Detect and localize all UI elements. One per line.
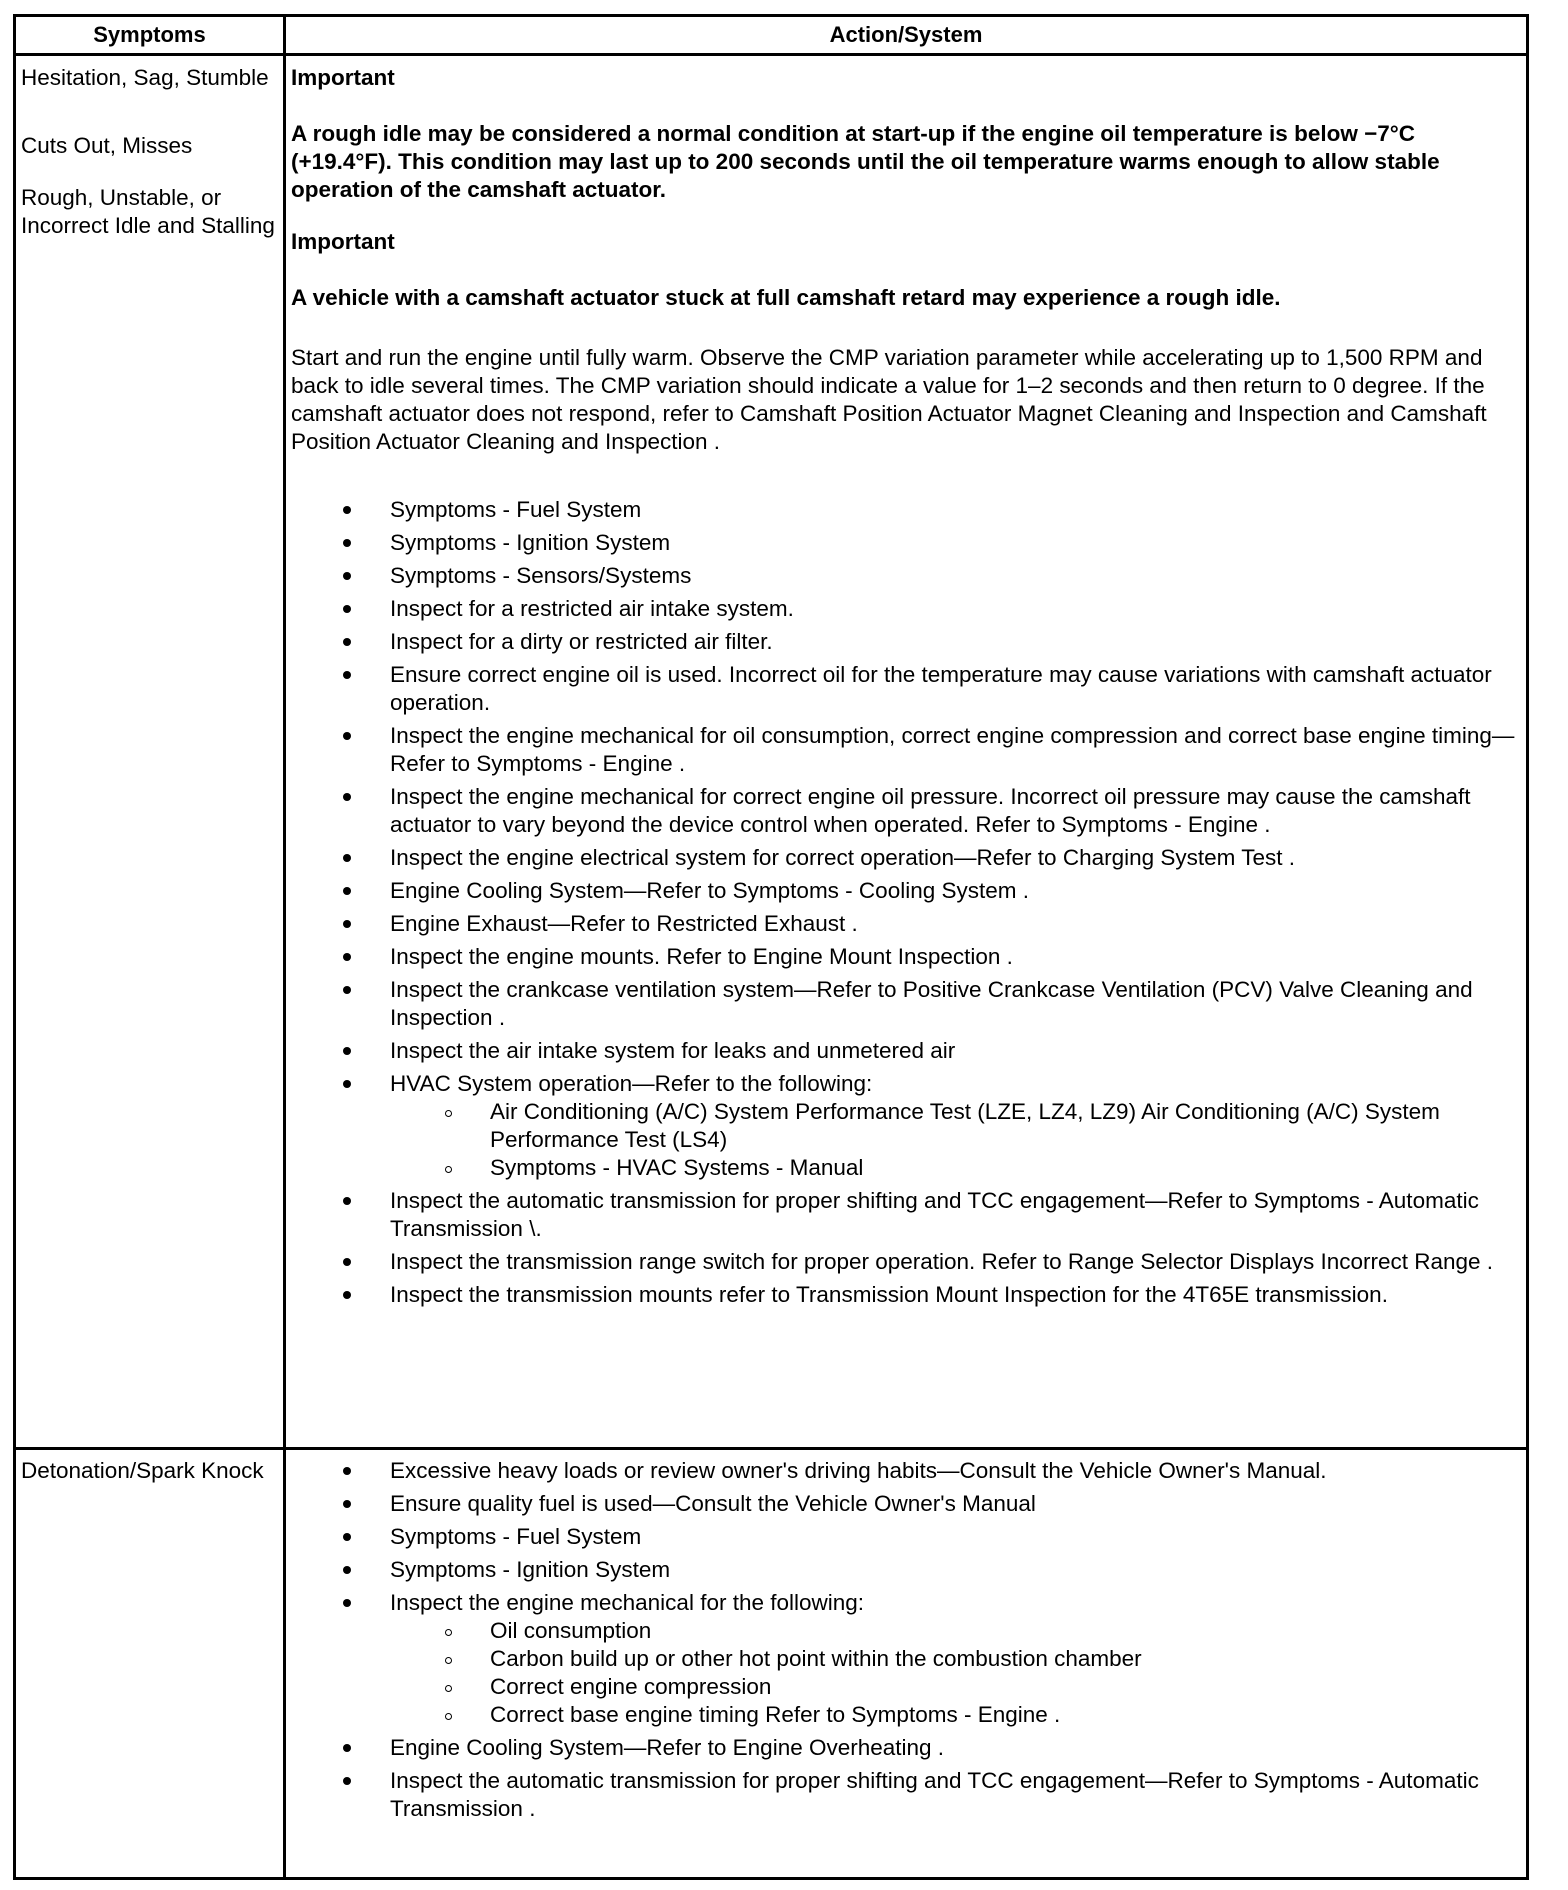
list-item: Symptoms - Fuel System <box>291 496 1520 524</box>
bullet-icon <box>343 1291 351 1299</box>
bullet-icon <box>343 1777 351 1785</box>
bullet-icon <box>343 506 351 514</box>
bullet-icon <box>343 605 351 613</box>
list-item: Excessive heavy loads or review owner's driving habits—Consult the Vehicle Owner's Manual. <box>291 1457 1520 1485</box>
row2-actions <box>291 1457 1520 1828</box>
circle-bullet-icon <box>445 1110 452 1117</box>
bullet-icon <box>343 1566 351 1574</box>
mechanical-sub-list <box>390 1617 1520 1729</box>
bullet-icon <box>343 953 351 961</box>
circle-bullet-icon <box>445 1657 452 1664</box>
bullet-icon <box>343 572 351 580</box>
bullet-icon <box>343 1080 351 1088</box>
sub-list-item: Correct base engine timing Refer to Symptoms - Engine . <box>390 1701 1520 1729</box>
list-item: Inspect the transmission range switch for proper operation. Refer to Range Selector Displays Incorrect Range . <box>291 1248 1520 1276</box>
bullet-icon <box>343 539 351 547</box>
sub-list-item: Air Conditioning (A/C) System Performance Test (LZE, LZ4, LZ9) Air Conditioning (A/C) System Performance Test (LS4) <box>390 1098 1520 1154</box>
row1-bullet-list <box>291 496 1520 1309</box>
bullet-icon <box>343 1599 351 1607</box>
list-item: Inspect the crankcase ventilation system—Refer to Positive Crankcase Ventilation (PCV) Valve Cleaning and Inspection . <box>291 976 1520 1032</box>
list-item: Inspect the engine mechanical for oil consumption, correct engine compression and correct base engine timing—Refer to Symptoms - Engine . <box>291 722 1520 778</box>
list-item: Symptoms - Ignition System <box>291 529 1520 557</box>
bullet-icon <box>343 1744 351 1752</box>
row1-symptoms <box>21 64 276 240</box>
important-label-2: Important <box>291 229 395 254</box>
bullet-icon <box>343 1258 351 1266</box>
header-action-system: Action/System <box>829 22 983 47</box>
important-note-2: A vehicle with a camshaft actuator stuck at full camshaft retard may experience a rough idle. <box>291 285 1281 310</box>
bullet-icon <box>343 986 351 994</box>
sub-list-item: Oil consumption <box>390 1617 1520 1645</box>
row1-actions <box>291 64 1520 1314</box>
list-item: Engine Exhaust—Refer to Restricted Exhaust . <box>291 910 1520 938</box>
bullet-icon <box>343 793 351 801</box>
important-label-1: Important <box>291 65 395 90</box>
bullet-icon <box>343 1197 351 1205</box>
sub-list-item: Correct engine compression <box>390 1673 1520 1701</box>
list-item: Inspect the engine mechanical for the following: Oil consumption Carbon build up or other hot point within the combustion chamber Correct engine compression Correct base engine timing Refer to Symptoms - Engine . <box>291 1589 1520 1729</box>
header-symptoms: Symptoms <box>93 22 206 47</box>
list-item: Inspect the engine electrical system for correct operation—Refer to Charging System Test . <box>291 844 1520 872</box>
symptom-cuts-out: Cuts Out, Misses <box>21 133 193 158</box>
row2-bullet-list <box>291 1457 1520 1823</box>
list-item: Engine Cooling System—Refer to Symptoms - Cooling System . <box>291 877 1520 905</box>
list-item: Inspect the engine mechanical for correct engine oil pressure. Incorrect oil pressure may cause the camshaft actuator to vary beyond the device control when operated. Refer to Symptoms - Engine . <box>291 783 1520 839</box>
symptom-hesitation: Hesitation, Sag, Stumble <box>21 65 269 90</box>
list-item: Inspect the engine mounts. Refer to Engine Mount Inspection . <box>291 943 1520 971</box>
bullet-icon <box>343 732 351 740</box>
bullet-icon <box>343 887 351 895</box>
list-item: Engine Cooling System—Refer to Engine Overheating . <box>291 1734 1520 1762</box>
symptom-detonation: Detonation/Spark Knock <box>21 1458 264 1483</box>
bullet-icon <box>343 1467 351 1475</box>
bullet-icon <box>343 1533 351 1541</box>
circle-bullet-icon <box>445 1166 452 1173</box>
row-divider <box>16 1447 1526 1450</box>
sub-list-item: Symptoms - HVAC Systems - Manual <box>390 1154 1520 1182</box>
bullet-icon <box>343 1500 351 1508</box>
circle-bullet-icon <box>445 1685 452 1692</box>
list-item: Symptoms - Ignition System <box>291 1556 1520 1584</box>
list-item: Inspect for a restricted air intake system. <box>291 595 1520 623</box>
hvac-sub-list <box>390 1098 1520 1182</box>
list-item: HVAC System operation—Refer to the following: Air Conditioning (A/C) System Performance Test (LZE, LZ4, LZ9) Air Conditioning (A/C) System Performance Test (LS4) Symptoms - HVAC Systems - Manual <box>291 1070 1520 1182</box>
sub-list-item: Carbon build up or other hot point within the combustion chamber <box>390 1645 1520 1673</box>
list-item: Symptoms - Fuel System <box>291 1523 1520 1551</box>
important-note-1: A rough idle may be considered a normal condition at start-up if the engine oil temperature is below −7°C (+19.4°F). This condition may last up to 200 seconds until the oil temperature warms enough to allow stable operation of the camshaft actuator. <box>291 121 1440 202</box>
bullet-icon <box>343 1047 351 1055</box>
list-item: Ensure quality fuel is used—Consult the Vehicle Owner's Manual <box>291 1490 1520 1518</box>
row2-symptoms <box>21 1457 276 1485</box>
column-divider <box>283 17 286 1877</box>
list-item: Inspect the automatic transmission for proper shifting and TCC engagement—Refer to Symptoms - Automatic Transmission . <box>291 1767 1520 1823</box>
bullet-icon <box>343 920 351 928</box>
bullet-icon <box>343 671 351 679</box>
list-item: Inspect the air intake system for leaks and unmetered air <box>291 1037 1520 1065</box>
list-item: Inspect the transmission mounts refer to Transmission Mount Inspection for the 4T65E transmission. <box>291 1281 1520 1309</box>
symptom-rough-idle: Rough, Unstable, or Incorrect Idle and Stalling <box>21 185 275 238</box>
list-item: Inspect for a dirty or restricted air filter. <box>291 628 1520 656</box>
list-item: Inspect the automatic transmission for proper shifting and TCC engagement—Refer to Symptoms - Automatic Transmission \. <box>291 1187 1520 1243</box>
circle-bullet-icon <box>445 1629 452 1636</box>
circle-bullet-icon <box>445 1713 452 1720</box>
bullet-icon <box>343 854 351 862</box>
warmup-paragraph: Start and run the engine until fully warm. Observe the CMP variation parameter while accelerating up to 1,500 RPM and back to idle several times. The CMP variation should indicate a value for 1–2 seconds and then return to 0 degree. If the camshaft actuator does not respond, refer to Camshaft Position Actuator Magnet Cleaning and Inspection and Camshaft Position Actuator Cleaning and Inspection . <box>291 345 1487 454</box>
bullet-icon <box>343 638 351 646</box>
list-item: Ensure correct engine oil is used. Incorrect oil for the temperature may cause variations with camshaft actuator operation. <box>291 661 1520 717</box>
symptoms-table <box>13 14 1529 1880</box>
header-divider <box>16 53 1526 56</box>
list-item: Symptoms - Sensors/Systems <box>291 562 1520 590</box>
